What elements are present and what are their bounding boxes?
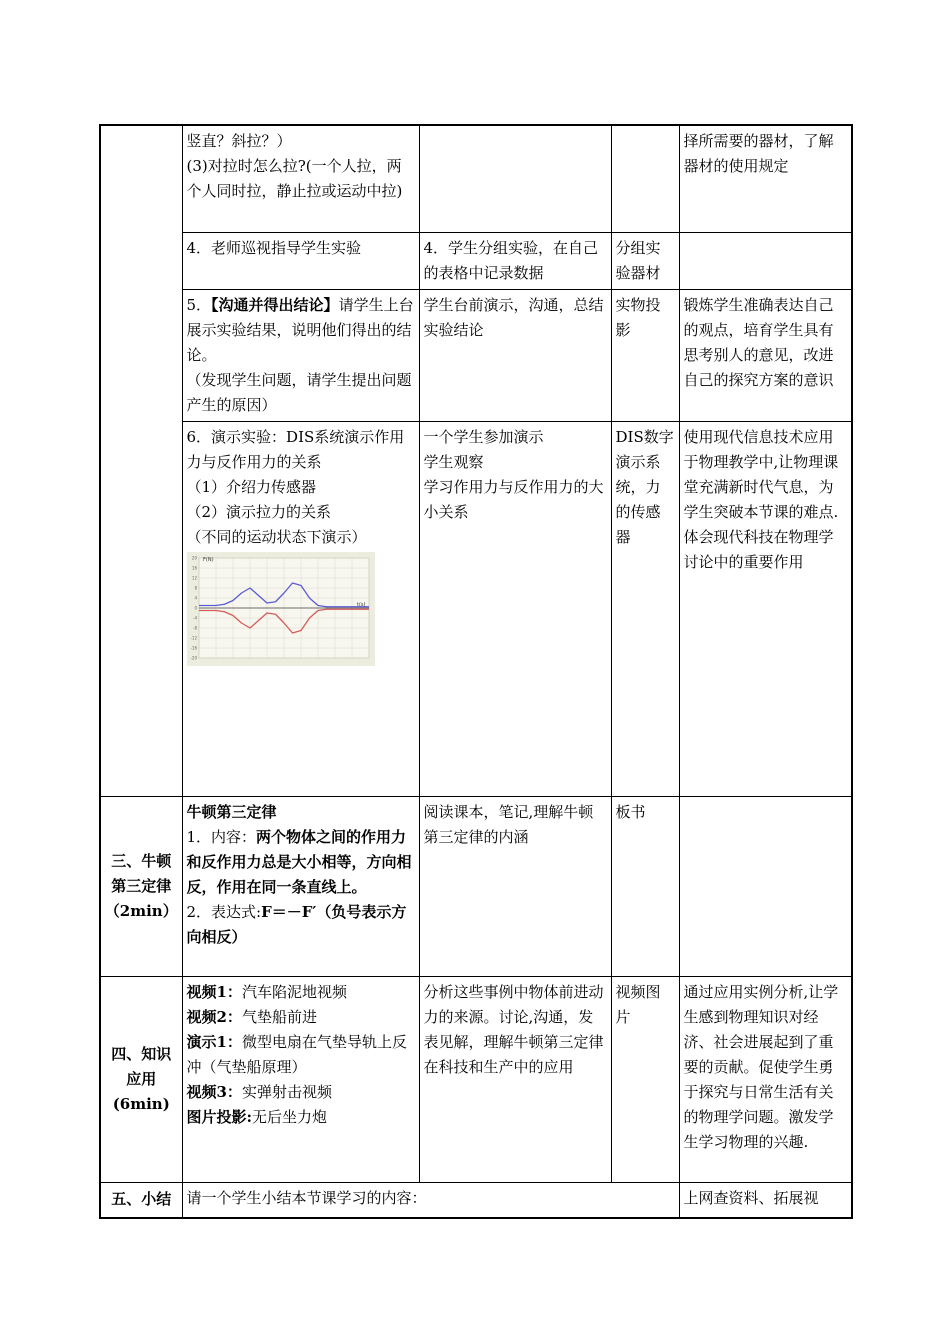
student-text: 分析这些事例中物体前进动力的来源。讨论,沟通，发表见解，理解牛顿第三定律在科技和生产中的应用 — [423, 982, 604, 1076]
law-expression-text: F＝－F′（负号表示方向相反） — [186, 902, 407, 946]
student-text: 学生台前演示，沟通，总结实验结论 — [423, 295, 604, 339]
student-activity-cell — [419, 796, 611, 976]
intent-cell — [679, 289, 852, 421]
stage-duration: （2min） — [104, 901, 178, 920]
summary-cell — [182, 1182, 679, 1218]
intent-text: 择所需要的器材，了解器材的使用规定 — [683, 132, 834, 175]
media-text: 实物投影 — [615, 295, 661, 339]
dis-chart-svg — [187, 552, 375, 666]
stage-duration: (6min) — [112, 1094, 170, 1113]
table-row — [100, 232, 852, 289]
law-content-text: 两个物体之间的作用力和反作用力总是大小相等，方向相反，作用在同一条直线上。 — [186, 827, 412, 896]
y-tick-label: 4 — [193, 595, 197, 600]
item-text: 汽车陷泥地视频 — [241, 982, 347, 1001]
stage-cell — [100, 1182, 182, 1218]
media-cell — [611, 232, 679, 289]
intent-text: 体会现代科技在物理学讨论中的重要作用 — [683, 527, 834, 571]
item-text: 微型电扇在气垫导轨上反冲（气垫船原理） — [186, 1032, 407, 1076]
y-tick-label: 8 — [193, 585, 197, 590]
student-activity-cell — [419, 976, 611, 1182]
teacher-activity-cell — [182, 976, 419, 1182]
media-cell — [611, 796, 679, 976]
y-tick-label: -16 — [189, 645, 197, 650]
intent-cell — [679, 421, 852, 796]
teacher-activity-cell — [182, 289, 419, 421]
teacher-note: （发现学生问题，请学生提出问题产生的原因） — [186, 370, 412, 414]
media-cell — [611, 125, 679, 232]
intent-cell — [679, 976, 852, 1182]
table-row — [100, 976, 852, 1182]
intent-text: 通过应用实例分析,让学生感到物理知识对经济、社会进展起到了重要的贡献。促使学生勇于探究与日常生活有关的物理学问题。激发学生学习物理的兴趣. — [683, 982, 839, 1151]
teacher-activity-cell — [182, 125, 419, 232]
y-tick-label: -12 — [189, 635, 197, 640]
lesson-plan-table — [99, 124, 853, 1219]
force-sensor-chart — [187, 552, 375, 666]
student-activity-cell — [419, 232, 611, 289]
teacher-text: 4．老师巡视指导学生实验 — [186, 238, 362, 257]
y-tick-label: -8 — [192, 625, 197, 630]
student-activity-cell — [419, 125, 611, 232]
intent-text: 使用现代信息技术应用于物理教学中,让物理课堂充满新时代气息，为学生突破本节课的难点. — [683, 427, 839, 521]
y-tick-label: -4 — [192, 615, 197, 620]
media-cell — [611, 289, 679, 421]
item-label: 视频1： — [186, 982, 242, 1001]
stage-cell — [100, 976, 182, 1182]
stage-label: 三、牛顿 — [111, 851, 172, 870]
teacher-text: （1）介绍力传感器 — [186, 477, 317, 496]
teacher-text: 6．演示实验：DIS系统演示作用力与反作用力的关系 — [186, 427, 405, 471]
summary-text: 请一个学生小结本节课学习的内容： — [186, 1188, 427, 1207]
table-row — [100, 289, 852, 421]
stage-cell-empty — [100, 125, 182, 796]
law-expression-label: 2．表达式: — [186, 902, 262, 921]
student-text: 学生观察 — [423, 452, 484, 471]
student-text: 4．学生分组实验，在自己的表格中记录数据 — [423, 238, 599, 282]
y-tick-label: 20 — [191, 555, 197, 560]
y-tick-label: 12 — [191, 575, 197, 580]
teacher-activity-cell — [182, 421, 419, 796]
media-text: 分组实验器材 — [615, 238, 661, 282]
stage-label: 应用 — [126, 1069, 157, 1088]
intent-cell — [679, 232, 852, 289]
intent-text: 上网查资料、拓展视 — [683, 1188, 819, 1207]
student-text: 阅读课本，笔记,理解牛顿第三定律的内涵 — [423, 802, 594, 846]
media-text: 视频图片 — [615, 982, 661, 1026]
table-row — [100, 796, 852, 976]
x-axis-label: t(s) — [356, 601, 365, 608]
item-text: 无后坐力炮 — [252, 1107, 328, 1126]
item-label: 图片投影: — [186, 1107, 253, 1126]
media-text: 板书 — [615, 802, 646, 821]
stage-label: 五、小结 — [111, 1190, 172, 1209]
y-tick-label: 0 — [193, 605, 197, 610]
teacher-text: 请学生上台展示实验结果，说明他们得出的结论。 — [186, 295, 414, 364]
table-row — [100, 1182, 852, 1218]
item-text: 实弹射击视频 — [241, 1082, 332, 1101]
teacher-text: (3)对拉时怎么拉?(一个人拉，两个人同时拉，静止拉或运动中拉) — [186, 157, 403, 200]
stage-cell — [100, 796, 182, 976]
item-label: 演示1： — [186, 1032, 242, 1051]
y-tick-label: 16 — [191, 565, 197, 570]
table-row — [100, 125, 852, 232]
section-title: 牛顿第三定律 — [186, 802, 277, 821]
student-text: 学习作用力与反作用力的大小关系 — [423, 477, 604, 521]
student-text: 一个学生参加演示 — [423, 427, 544, 446]
intent-cell — [679, 125, 852, 232]
item-label: 视频2： — [186, 1007, 242, 1026]
media-text: DIS数字演示系统，力的传感器 — [615, 427, 674, 546]
intent-cell — [679, 1182, 852, 1218]
y-axis-label: F(N) — [202, 556, 214, 563]
teacher-text: （不同的运动状态下演示） — [186, 527, 367, 546]
teacher-bold-text: 【沟通并得出结论】 — [211, 295, 339, 314]
teacher-text: （2）演示拉力的关系 — [186, 502, 332, 521]
student-activity-cell — [419, 289, 611, 421]
teacher-activity-cell — [182, 232, 419, 289]
intent-cell — [679, 796, 852, 976]
teacher-text: 竖直？斜拉？） — [186, 132, 292, 150]
media-cell — [611, 976, 679, 1182]
law-content-label: 1．内容： — [186, 827, 257, 846]
item-label: 视频3： — [186, 1082, 242, 1101]
teacher-activity-cell — [182, 796, 419, 976]
stage-label: 第三定律 — [111, 876, 172, 895]
y-tick-label: -20 — [189, 655, 197, 660]
item-text: 气垫船前进 — [241, 1007, 317, 1026]
teacher-text: 5． — [186, 295, 212, 314]
student-activity-cell — [419, 421, 611, 796]
stage-label: 四、知识 — [111, 1044, 172, 1063]
table-row — [100, 421, 852, 796]
media-cell — [611, 421, 679, 796]
intent-text: 锻炼学生准确表达自己的观点，培育学生具有思考别人的意见，改进自己的探究方案的意识 — [683, 295, 834, 389]
